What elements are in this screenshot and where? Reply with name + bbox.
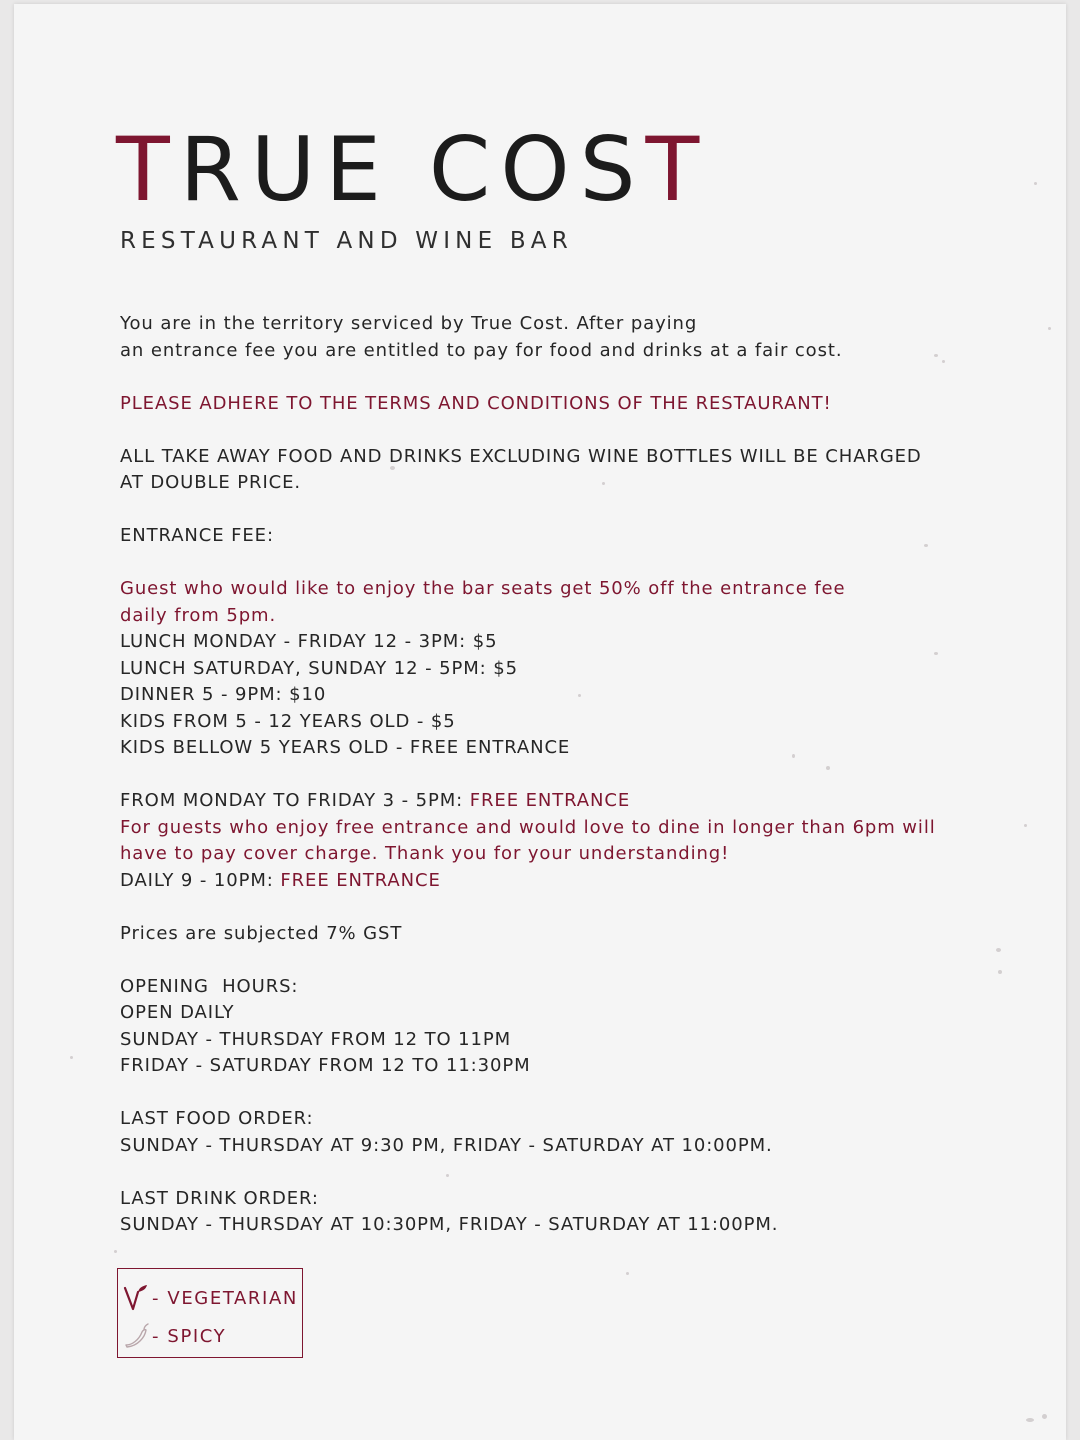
- terms-notice: PLEASE ADHERE TO THE TERMS AND CONDITIONS OF THE RESTAURANT!: [120, 392, 832, 414]
- weekday-free-entrance-line: [120, 788, 950, 815]
- weekday-free-entrance-value: FREE ENTRANCE: [469, 790, 631, 811]
- restaurant-name-middle: RUE COS: [179, 118, 646, 221]
- entrance-fee-item: KIDS FROM 5 - 12 YEARS OLD - $5: [120, 710, 456, 732]
- last-food-order-line: SUNDAY - THURSDAY AT 9:30 PM, FRIDAY - SATURDAY AT 10:00PM.: [120, 1134, 773, 1156]
- restaurant-name-first-letter: T: [116, 118, 180, 221]
- takeaway-line: AT DOUBLE PRICE.: [120, 472, 302, 493]
- last-drink-order-heading: LAST DRINK ORDER:: [120, 1187, 319, 1209]
- entrance-fee-item: DINNER 5 - 9PM: $10: [120, 684, 327, 705]
- vegetarian-leaf-icon: [122, 1283, 152, 1313]
- entrance-fee-heading: ENTRANCE FEE:: [120, 525, 274, 546]
- opening-hours-line: FRIDAY - SATURDAY FROM 12 TO 11:30PM: [120, 1055, 531, 1076]
- opening-hours-line: SUNDAY - THURSDAY FROM 12 TO 11PM: [120, 1028, 512, 1050]
- chili-pepper-icon: [122, 1321, 152, 1351]
- daily-free-entrance-line: [120, 868, 950, 895]
- last-food-order-heading: LAST FOOD ORDER:: [120, 1108, 314, 1129]
- entrance-fee-item: LUNCH MONDAY - FRIDAY 12 - 3PM: $5: [120, 631, 498, 652]
- last-drink-order-line: SUNDAY - THURSDAY AT 10:30PM, FRIDAY - SATURDAY AT 11:00PM.: [120, 1214, 779, 1235]
- entrance-fee-item: LUNCH SATURDAY, SUNDAY 12 - 5PM: $5: [120, 657, 518, 679]
- bar-seat-discount-line: daily from 5pm.: [120, 604, 277, 626]
- intro-line: You are in the territory serviced by True Cost. After paying: [120, 313, 698, 334]
- legend-row-spicy: [122, 1321, 226, 1351]
- legend-vegetarian-label: - VEGETARIAN: [152, 1287, 298, 1309]
- opening-hours-line: OPEN DAILY: [120, 1002, 235, 1023]
- legend-row-vegetarian: [122, 1283, 298, 1313]
- terms-section: [120, 311, 950, 1239]
- entrance-fee-item: KIDS BELLOW 5 YEARS OLD - FREE ENTRANCE: [120, 737, 571, 758]
- opening-hours-heading: OPENING HOURS:: [120, 975, 299, 997]
- takeaway-line: ALL TAKE AWAY FOOD AND DRINKS EXCLUDING WINE BOTTLES WILL BE CHARGED: [120, 445, 922, 467]
- daily-free-entrance-value: FREE ENTRANCE: [280, 869, 441, 891]
- bar-seat-discount-line: Guest who would like to enjoy the bar seats get 50% off the entrance fee: [120, 578, 846, 599]
- cover-charge-note: For guests who enjoy free entrance and would love to dine in longer than 6pm will: [120, 816, 936, 838]
- menu-page: [14, 4, 1066, 1440]
- restaurant-name-last-letter: T: [645, 118, 710, 221]
- intro-line: an entrance fee you are entitled to pay for food and drinks at a fair cost.: [120, 339, 843, 361]
- dietary-legend: [117, 1268, 303, 1358]
- gst-note: Prices are subjected 7% GST: [120, 922, 403, 944]
- daily-free-entrance-label: DAILY 9 - 10PM:: [120, 869, 281, 891]
- restaurant-name: [116, 120, 709, 220]
- restaurant-tagline: RESTAURANT AND WINE BAR: [120, 228, 573, 254]
- cover-charge-note: have to pay cover charge. Thank you for your understanding!: [120, 843, 730, 864]
- legend-spicy-label: - SPICY: [152, 1325, 227, 1347]
- weekday-free-entrance-label: FROM MONDAY TO FRIDAY 3 - 5PM:: [120, 790, 470, 811]
